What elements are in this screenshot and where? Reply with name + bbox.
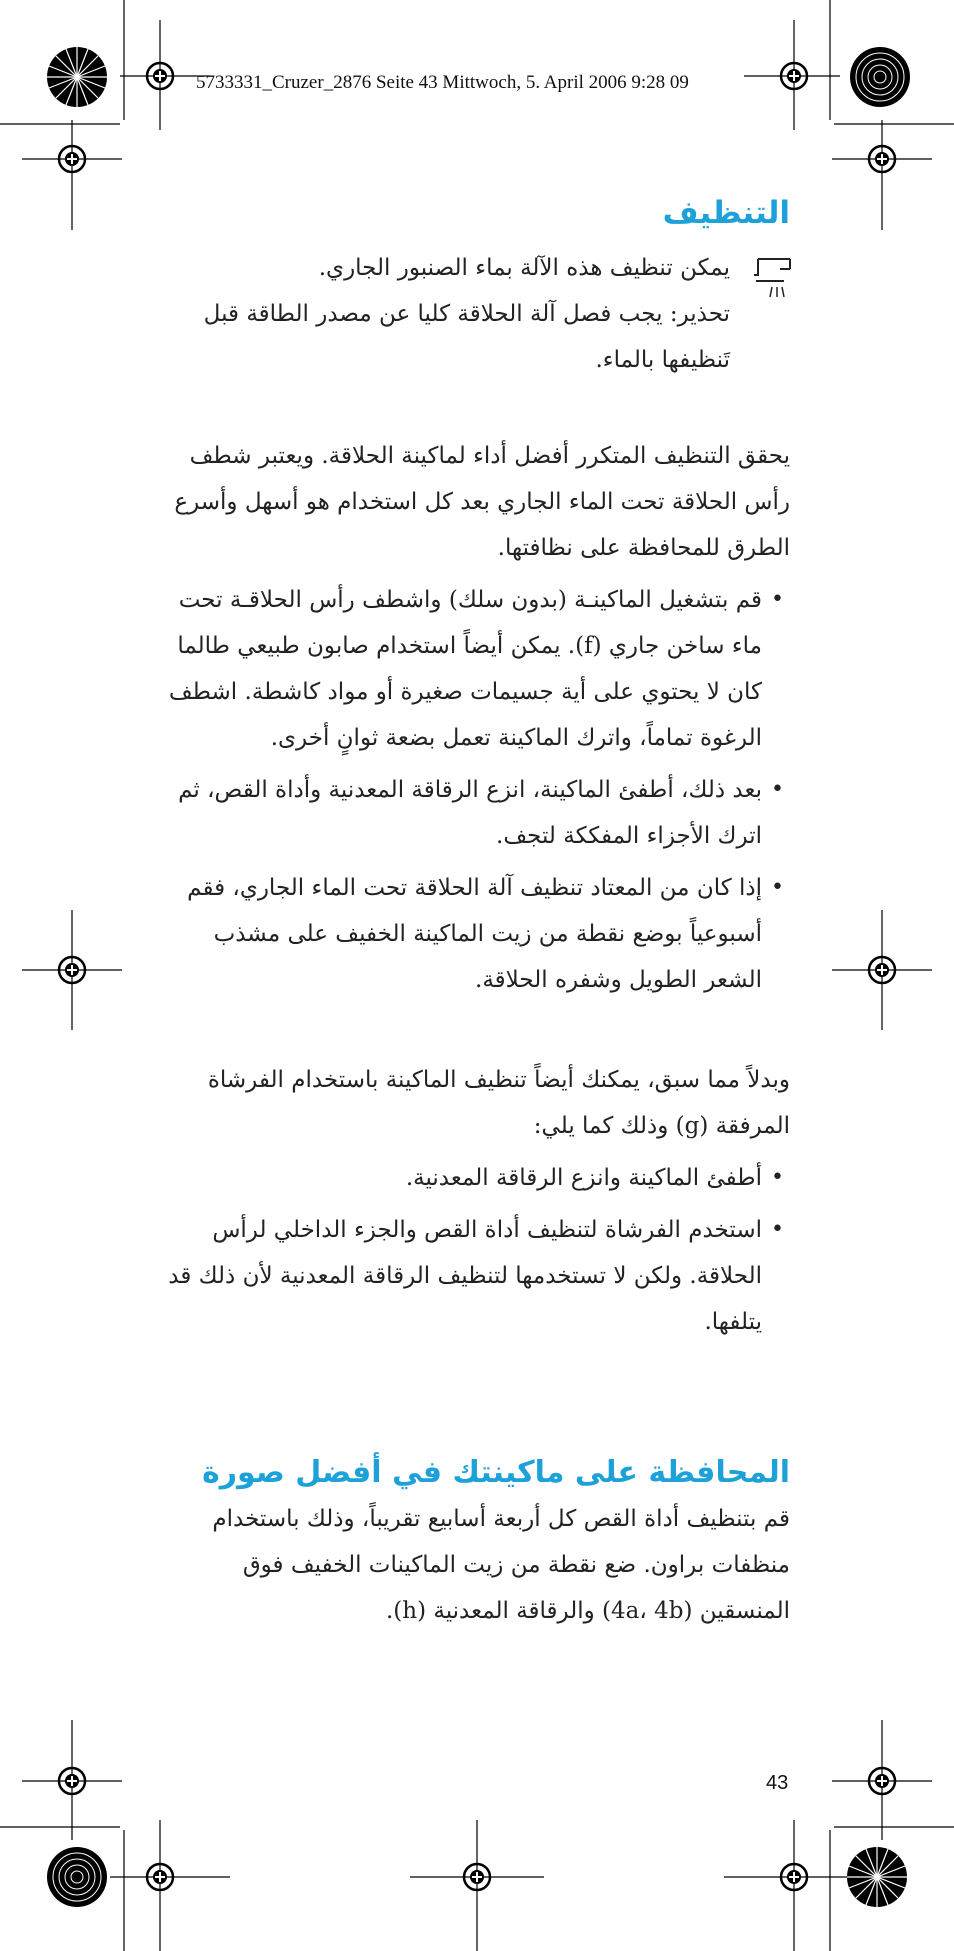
warning-line-1: يمكن تنظيف هذه الآلة بماء الصنبور الجاري. [318,255,730,281]
page-content [168,195,790,1634]
cleaning-intro: يحقق التنظيف المتكرر أفضل أداء لماكينة الحلاقة. ويعتبر شطف رأس الحلاقة تحت الماء الجاري بعد كل استخدام هو أسهل وأسرع الطرق للمحافظة على نظافتها. [174,443,790,561]
list-item: • أطفئ الماكينة وانزع الرقاقة المعدنية. [168,1155,762,1201]
bullet-icon: • [771,1217,784,1242]
brush-steps-list [168,1155,790,1345]
list-item: • قم بتشغيل الماكينـة (بدون سلك) واشطف رأس الحلاقـة تحت ماء ساخن جاري (f). يمكن أيضاً استخدام صابون طبيعي طالما كان لا يحتوي على أية جسيمات صغيرة أو مواد كاشطة. اشطف الرغوة تماماً، واترك الماكينة تعمل بضعة ثوانٍ أخرى. [168,577,762,761]
maintenance-body: قم بتنظيف أداة القص كل أربعة أسابيع تقريباً، وذلك باستخدام منظفات براون. ضع نقطة من زيت الماكينات الخفيف فوق المنسقين (4a، 4b) والرقاقة المعدنية (h). [212,1506,790,1624]
print-header: 5733331_Cruzer_2876 Seite 43 Mittwoch, 5. April 2006 9:28 09 [196,72,689,93]
list-item: • إذا كان من المعتاد تنظيف آلة الحلاقة تحت الماء الجاري، فقم أسبوعياً بوضع نقطة من زيت الماكينة الخفيف على مشذب الشعر الطويل وشفره الحلاقة. [168,865,762,1003]
bullet-icon: • [771,875,784,900]
tap-water-icon [750,255,794,303]
page-number: 43 [766,1772,789,1794]
warning-line-2: تحذير: يجب فصل آلة الحلاقة كليا عن مصدر الطاقة قبل تَنظيفها بالماء. [203,301,730,373]
concentric-mark-tr [850,47,910,107]
bullet-icon: • [771,587,784,612]
section-title-maintenance: المحافظة على ماكينتك في أفضل صورة [202,1455,790,1490]
brush-cleaning-intro: وبدلاً مما سبق، يمكنك أيضاً تنظيف الماكينة باستخدام الفرشاة المرفقة (g) وذلك كما يلي: [207,1067,790,1139]
starburst-mark-tl [47,47,107,107]
section-title-cleaning: التنظيف [662,195,790,231]
cleaning-steps-list [168,577,790,1003]
bullet-icon: • [771,777,784,802]
list-item: • بعد ذلك، أطفئ الماكينة، انزع الرقاقة المعدنية وأداة القص، ثم اترك الأجزاء المفككة لتجف. [168,767,762,859]
starburst-mark-br [847,1847,907,1907]
concentric-mark-bl [47,1847,107,1907]
list-item: • استخدم الفرشاة لتنظيف أداة القص والجزء الداخلي لرأس الحلاقة. ولكن لا تستخدمها لتنظيف الرقاقة المعدنية لأن ذلك قد يتلفها. [168,1207,762,1345]
warning-block [168,245,790,383]
bullet-icon: • [771,1165,784,1190]
